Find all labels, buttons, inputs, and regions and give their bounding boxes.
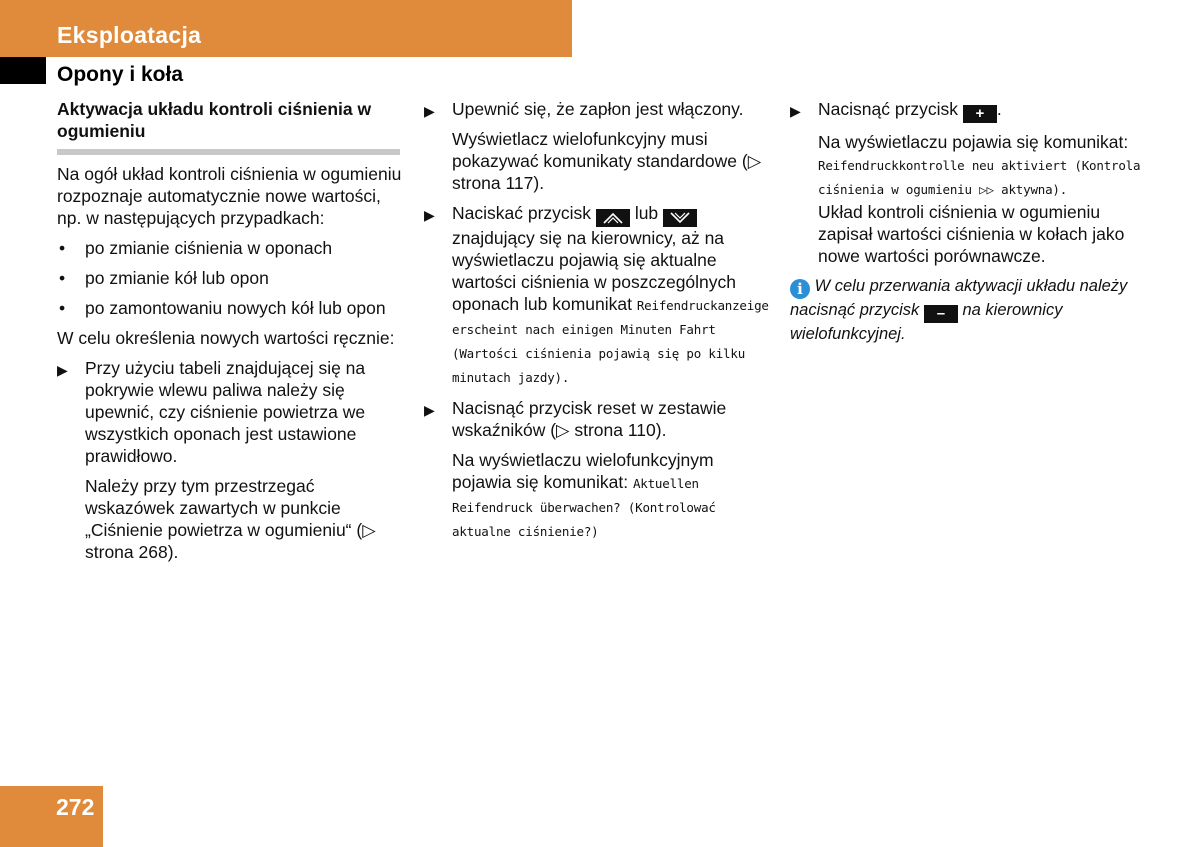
subheading-rule — [57, 149, 400, 155]
step-arrow-icon: ▶ — [790, 103, 801, 119]
info-note: i W celu przerwania aktywacji układu należy nacisnąć przycisk – na kierownicy wielofunkcyjnej. — [790, 277, 1128, 343]
step-note: Na wyświetlaczu pojawia się komunikat: Reifendruckkontrolle neu aktiviert (Kontrola ciśnienia w ogumieniu ▷▷ aktywna). — [818, 132, 1141, 197]
step-note: Na wyświetlaczu wielofunkcyjnym pojawia się komunikat: Aktuellen Reifendruck überwachen? (Kontrolować aktualne ciśnienie?) — [452, 450, 716, 539]
up-arrow-key-icon — [596, 209, 630, 227]
list-item: • po zmianie kół lub opon — [59, 268, 269, 288]
step-item: ▶ Upewnić się, że zapłon jest włączony. — [424, 98, 769, 120]
bullet-dot-icon: • — [59, 298, 66, 318]
step-arrow-icon: ▶ — [57, 362, 68, 378]
intro-paragraph: Na ogół układ kontroli ciśnienia w ogumieniu rozpoznaje automatycznie nowe wartości, np. w następujących przypadkach: — [57, 164, 402, 228]
page-number: 272 — [56, 794, 95, 820]
step-note: Układ kontroli ciśnienia w ogumieniu zapisał wartości ciśnienia w kołach jako nowe wartości porównawcze. — [818, 202, 1125, 266]
step-note: Wyświetlacz wielofunkcyjny musi pokazywać komunikaty standardowe (▷ strona 117). — [452, 129, 762, 193]
plus-key-icon: + — [963, 105, 997, 123]
step-arrow-icon: ▶ — [424, 207, 435, 223]
subheading: Aktywacja układu kontroli ciśnienia w ogumieniu — [57, 99, 372, 141]
step-arrow-icon: ▶ — [424, 402, 435, 418]
display-message: Aktuellen Reifendruck überwachen? (Kontrolować aktualne ciśnienie?) — [452, 476, 716, 539]
list-item: • po zmianie ciśnienia w oponach — [59, 238, 333, 258]
display-message: Reifendruckanzeige erscheint nach einigen Minuten Fahrt (Wartości ciśnienia pojawią się po kilku minutach jazdy). — [452, 298, 769, 385]
info-icon: i — [790, 279, 810, 299]
bullet-dot-icon: • — [59, 238, 66, 258]
step-item: ▶ Naciskać przycisk lub znajdujący się na kierownicy, aż na wyświetlaczu pojawią się aktualne wartości ciśnienia w poszczególnych oponach lub komunikat Reifendruckanzeige erscheint nach einigen Minuten Fahrt (Wartości ciśnienia pojawią się po kilku minutach jazdy). — [424, 203, 769, 385]
section-title: Opony i koła — [57, 63, 184, 86]
column-2 — [424, 98, 769, 551]
chapter-title: Eksploatacja — [57, 22, 202, 48]
column-1 — [57, 98, 402, 571]
step-arrow-icon: ▶ — [424, 103, 435, 119]
bullet-dot-icon: • — [59, 268, 66, 288]
step-item: ▶ Nacisnąć przycisk + . — [790, 99, 1002, 122]
minus-key-icon: – — [924, 305, 958, 323]
down-arrow-key-icon — [663, 209, 697, 227]
step-item: ▶ Przy użyciu tabeli znajdującej się na pokrywie wlewu paliwa należy się upewnić, czy ciśnienie powietrza we wszystkich oponach jest ustawione prawidłowo. — [57, 358, 366, 466]
column-3 — [790, 98, 1145, 345]
step-item: ▶ Nacisnąć przycisk reset w zestawie wskaźników (▷ strona 110). — [424, 398, 727, 440]
display-message: Reifendruckkontrolle neu aktiviert (Kontrola ciśnienia w ogumieniu ▷▷ aktywna). — [818, 158, 1141, 197]
manual-paragraph: W celu określenia nowych wartości ręcznie: — [57, 328, 395, 348]
section-marker — [0, 57, 46, 84]
list-item: • po zamontowaniu nowych kół lub opon — [59, 298, 386, 318]
step-note: Należy przy tym przestrzegać wskazówek zawartych w punkcie „Ciśnienie powietrza w ogumieniu“ (▷ strona 268). — [85, 476, 376, 562]
